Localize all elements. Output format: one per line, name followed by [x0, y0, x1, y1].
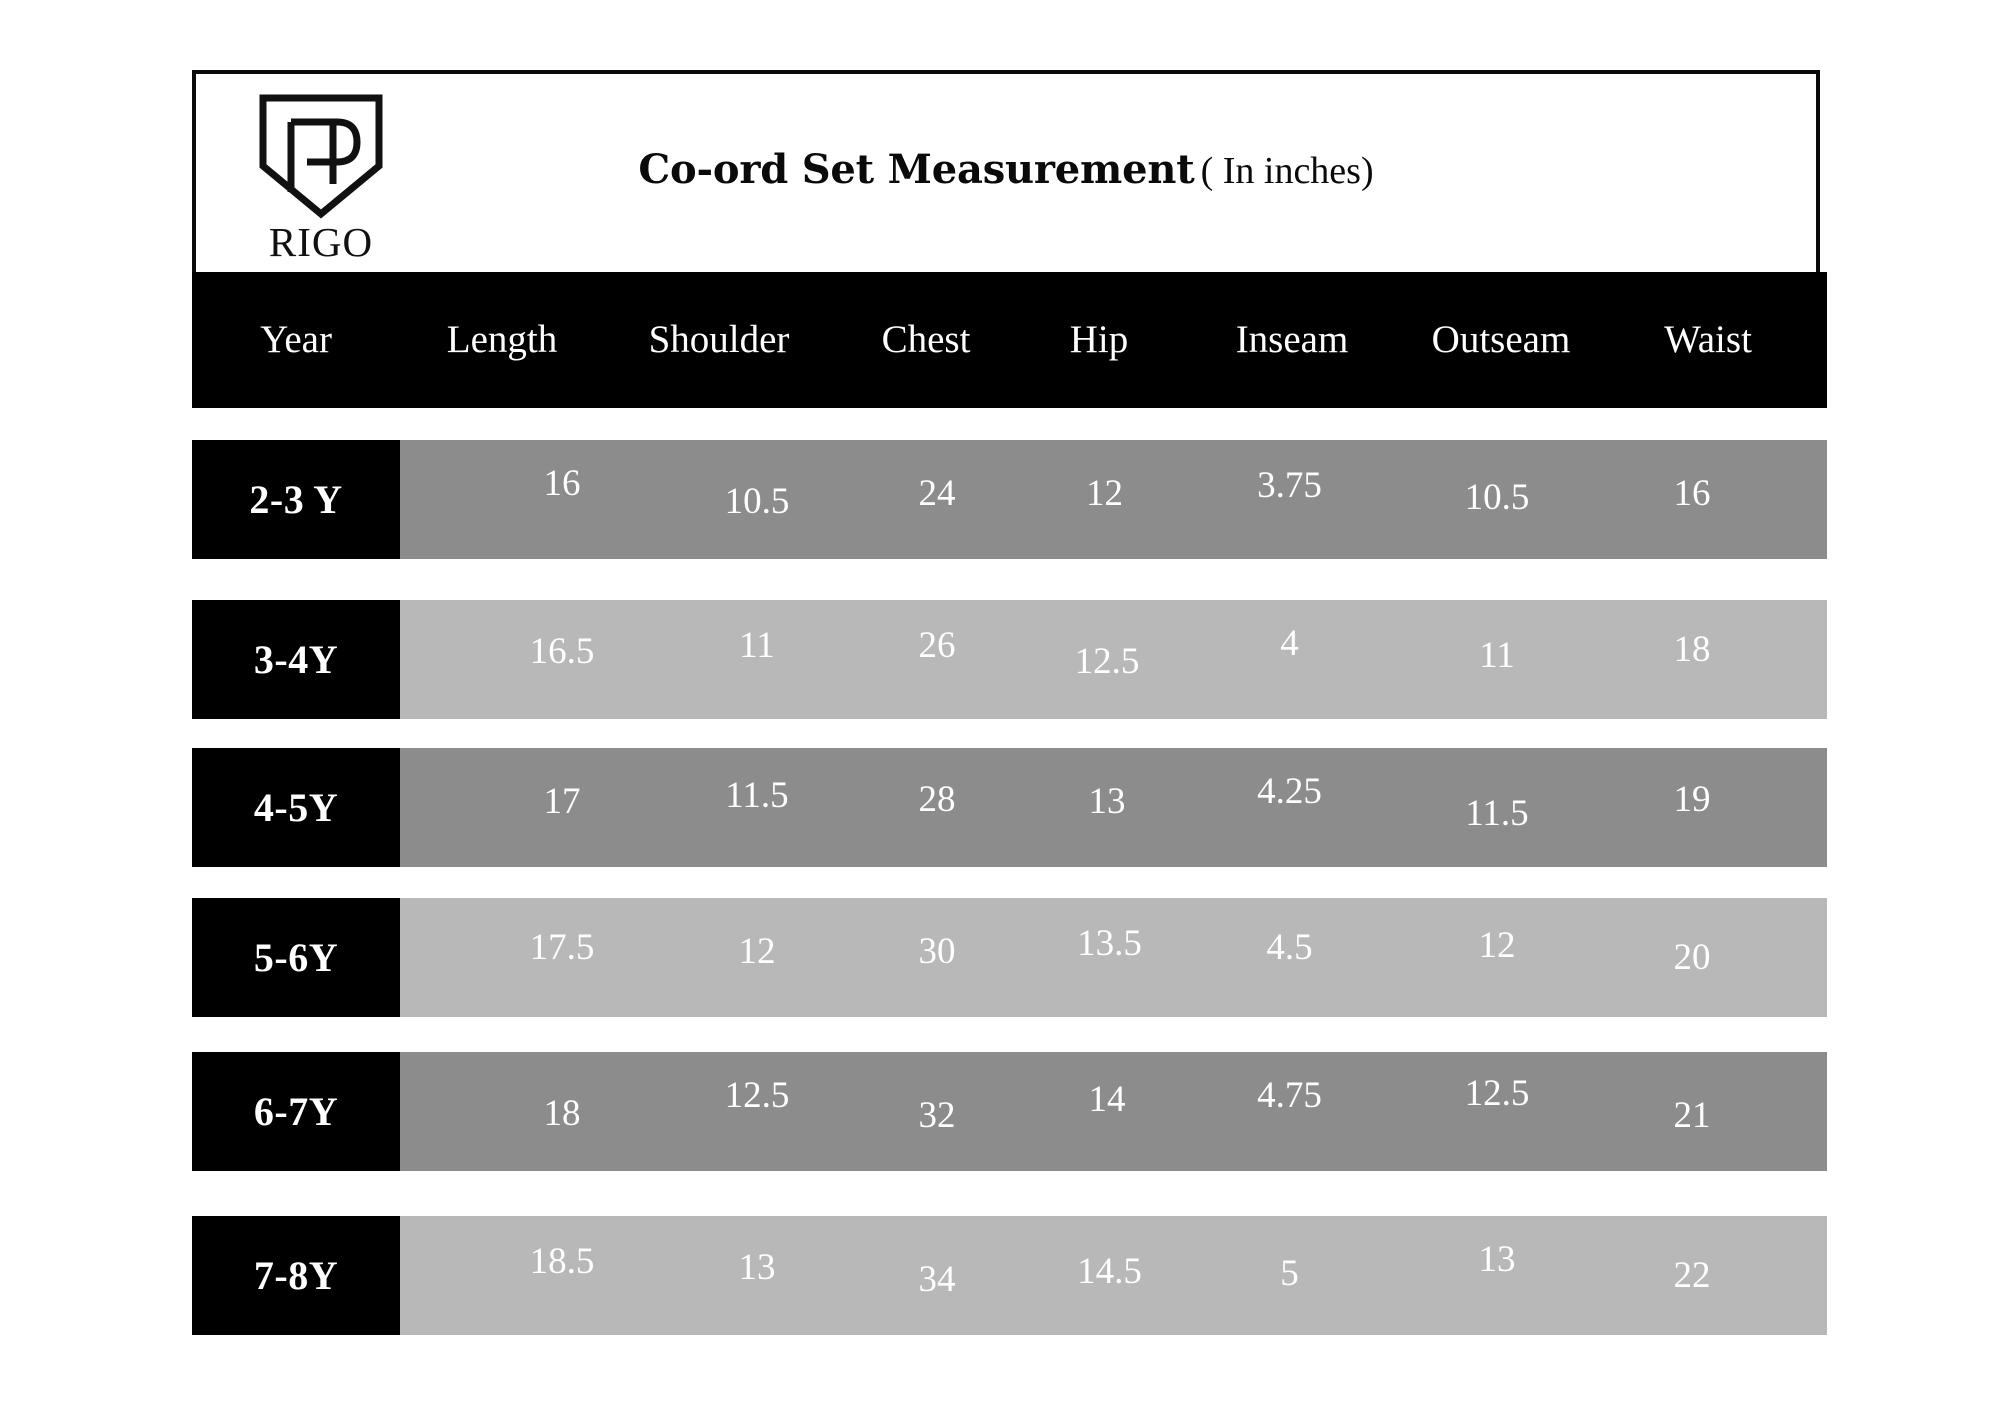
- column-header-length: Length: [446, 318, 558, 361]
- column-header-outseam: Outseam: [1431, 318, 1571, 361]
- cell-shoulder: 12: [738, 931, 776, 972]
- cell-outseam: 11: [1479, 635, 1515, 676]
- chart-title: [196, 146, 1816, 193]
- table-column-header-row: [192, 272, 1827, 408]
- cell-inseam: 5: [1280, 1253, 1299, 1294]
- brand-logo-text: RIGO: [268, 219, 374, 265]
- cell-hip: 12.5: [1074, 641, 1140, 682]
- cell-inseam: 4: [1280, 623, 1299, 664]
- cell-length: 16.5: [529, 631, 595, 672]
- cell-waist: 16: [1673, 473, 1711, 514]
- cell-length: 18: [543, 1093, 581, 1134]
- cell-waist: 20: [1673, 937, 1711, 978]
- cell-shoulder: 13: [738, 1247, 776, 1288]
- table-row: [192, 440, 1827, 559]
- cell-shoulder: 11: [739, 625, 775, 666]
- row-year-label: 3-4Y: [192, 600, 400, 719]
- cell-chest: 32: [918, 1095, 956, 1136]
- cell-inseam: 3.75: [1257, 465, 1322, 506]
- cell-outseam: 11.5: [1465, 793, 1529, 834]
- cell-chest: 24: [918, 473, 956, 514]
- cell-outseam: 13: [1478, 1239, 1516, 1280]
- cell-outseam: 12.5: [1464, 1073, 1530, 1114]
- table-row: [192, 1052, 1827, 1171]
- cell-hip: 13: [1088, 781, 1126, 822]
- cell-length: 16: [543, 463, 581, 504]
- row-year-label: 2-3 Y: [192, 440, 400, 559]
- cell-inseam: 4.25: [1257, 771, 1322, 812]
- column-header-waist: Waist: [1664, 318, 1752, 361]
- cell-waist: 22: [1673, 1255, 1711, 1296]
- column-header-inseam: Inseam: [1235, 318, 1349, 361]
- table-row: [192, 600, 1827, 719]
- cell-length: 17.5: [529, 927, 595, 968]
- table-row: [192, 1216, 1827, 1335]
- cell-waist: 19: [1673, 779, 1711, 820]
- cell-length: 17: [543, 781, 581, 822]
- row-year-label: 7-8Y: [192, 1216, 400, 1335]
- cell-inseam: 4.75: [1257, 1075, 1322, 1116]
- cell-chest: 30: [918, 931, 956, 972]
- cell-length: 18.5: [529, 1241, 595, 1282]
- row-year-label: 4-5Y: [192, 748, 400, 867]
- cell-outseam: 12: [1478, 925, 1516, 966]
- cell-hip: 12: [1086, 473, 1123, 514]
- cell-waist: 21: [1673, 1095, 1711, 1136]
- row-year-label: 6-7Y: [192, 1052, 400, 1171]
- chart-title-units: ( In inches): [1200, 150, 1374, 192]
- column-header-year: Year: [260, 318, 332, 361]
- cell-shoulder: 10.5: [724, 481, 790, 522]
- row-year-label: 5-6Y: [192, 898, 400, 1017]
- cell-inseam: 4.5: [1266, 927, 1313, 968]
- cell-outseam: 10.5: [1464, 477, 1530, 518]
- table-row: [192, 748, 1827, 867]
- cell-hip: 14.5: [1077, 1251, 1142, 1292]
- cell-chest: 28: [918, 779, 956, 820]
- table-row: [192, 898, 1827, 1017]
- column-header-shoulder: Shoulder: [648, 318, 790, 361]
- cell-chest: 26: [918, 625, 956, 666]
- chart-header-panel: [192, 70, 1820, 278]
- chart-title-main: Co-ord Set Measurement: [638, 146, 1195, 193]
- cell-waist: 18: [1673, 629, 1711, 670]
- cell-hip: 14: [1088, 1079, 1126, 1120]
- cell-chest: 34: [918, 1259, 956, 1300]
- column-header-chest: Chest: [881, 318, 971, 361]
- column-header-hip: Hip: [1069, 318, 1129, 361]
- cell-hip: 13.5: [1077, 923, 1142, 964]
- cell-shoulder: 12.5: [724, 1075, 790, 1116]
- cell-shoulder: 11.5: [725, 775, 789, 816]
